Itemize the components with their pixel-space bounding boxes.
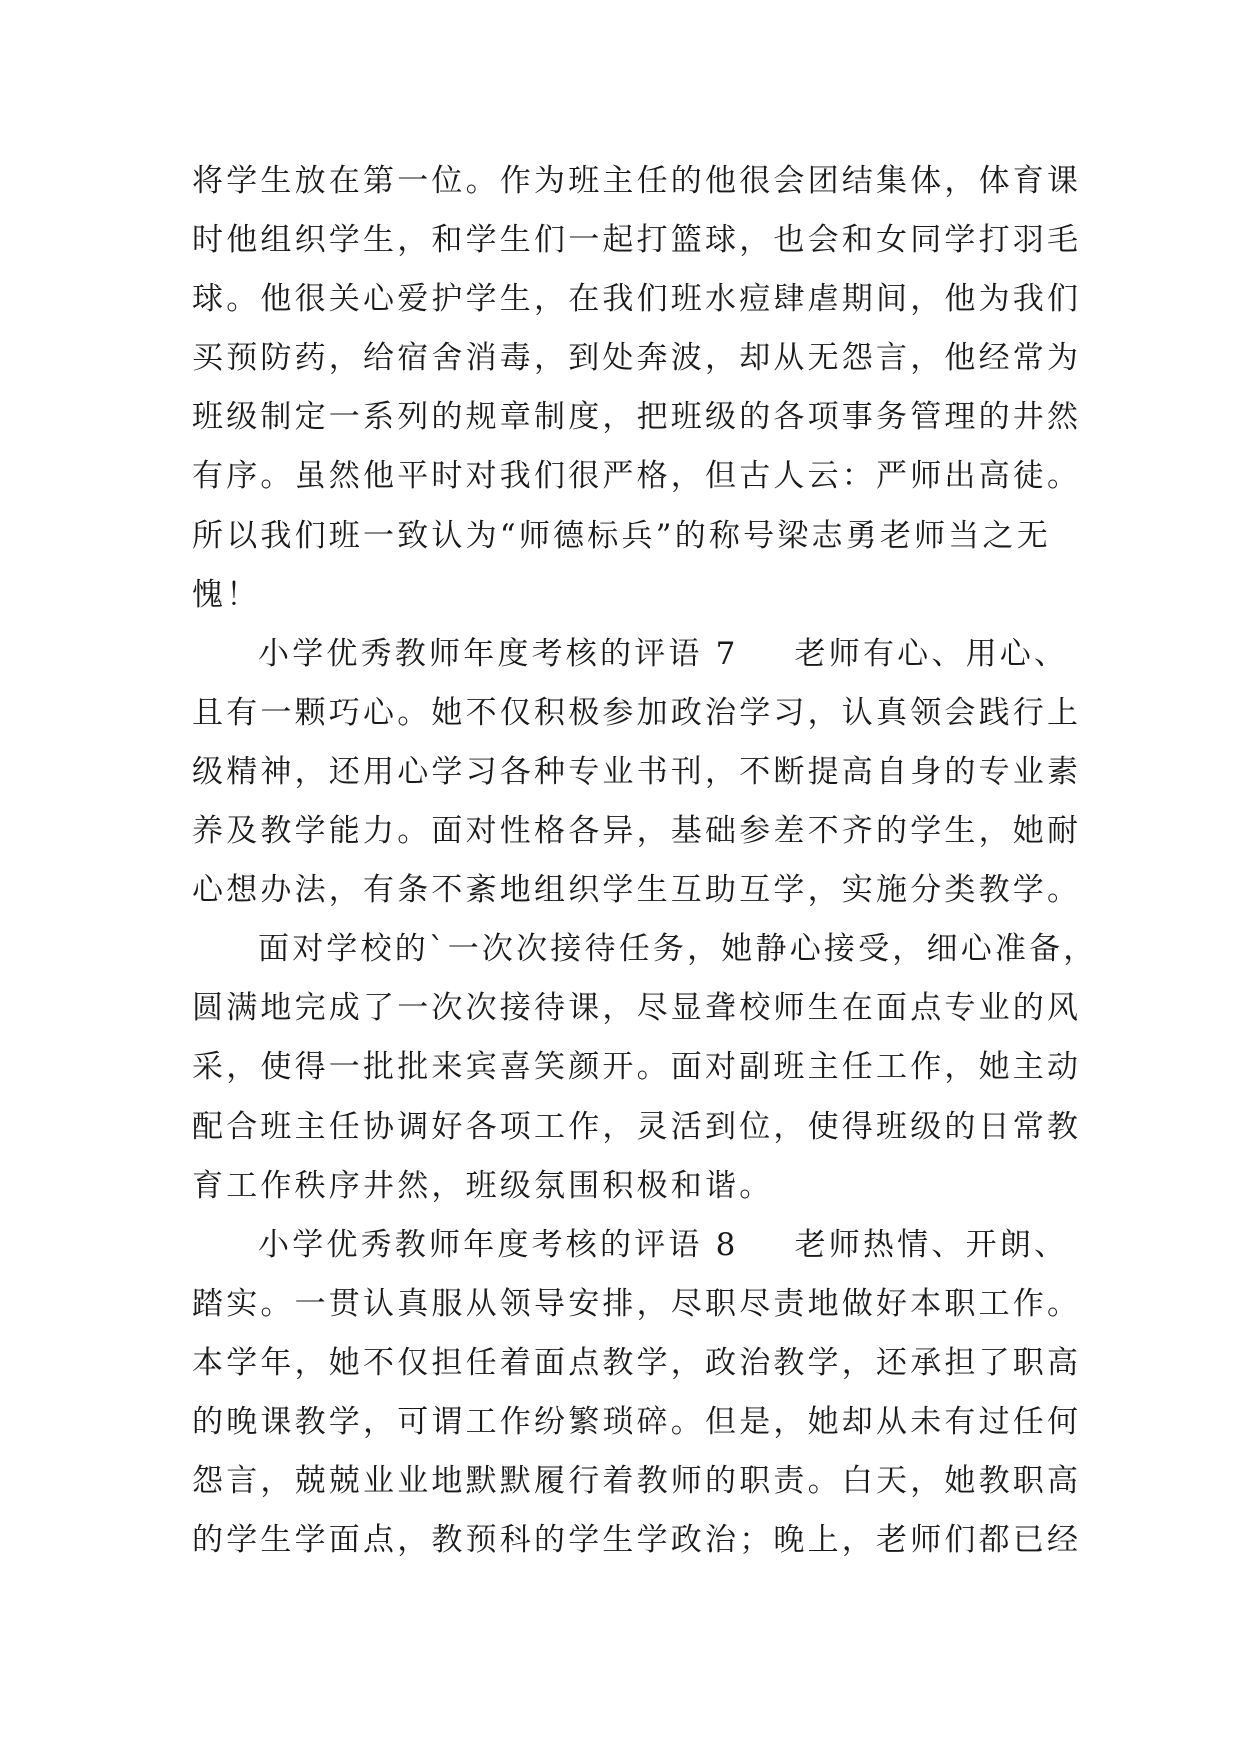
paragraph-line: 育工作秩序井然，班级氛围积极和谐。: [192, 1167, 774, 1204]
paragraph-line: 时他组织学生，和学生们一起打篮球，也会和女同学打羽毛: [192, 222, 1082, 259]
paragraph-line: 养及教学能力。面对性格各异，基础参差不齐的学生，她耐: [192, 813, 1082, 850]
paragraph-line: 配合班主任协调好各项工作，灵活到位，使得班级的日常教: [192, 1108, 1082, 1145]
section-heading: 小学优秀教师年度考核的评语 8: [258, 1226, 739, 1263]
section-heading-line: [192, 1216, 1069, 1275]
paragraph-line: 所以我们班一致认为“师德标兵”的称号梁志勇老师当之无: [192, 517, 1051, 554]
paragraph-line: 怨言，兢兢业业地默默履行着教师的职责。白天，她教职高: [192, 1463, 1082, 1500]
paragraph-text: 老师有心、用心、: [794, 635, 1069, 672]
paragraph-line: 采，使得一批批来宾喜笑颜开。面对副班主任工作，她主动: [192, 1049, 1082, 1086]
paragraph-line: 本学年，她不仅担任着面点教学，政治教学，还承担了职高: [192, 1344, 1082, 1381]
section-heading: 小学优秀教师年度考核的评语 7: [258, 635, 739, 672]
paragraph-line: 的晚课教学，可谓工作纷繁琐碎。但是，她却从未有过任何: [192, 1403, 1082, 1440]
section-heading-line: [192, 625, 1069, 684]
paragraph-text: 老师热情、开朗、: [794, 1226, 1069, 1263]
paragraph-line: 球。他很关心爱护学生，在我们班水痘肆虐期间，他为我们: [192, 281, 1082, 318]
paragraph-line: 级精神，还用心学习各种专业书刊，不断提高自身的专业素: [192, 753, 1082, 790]
paragraph-line: 班级制定一系列的规章制度，把班级的各项事务管理的井然: [192, 399, 1082, 436]
paragraph-line: 踏实。一贯认真服从领导安排，尽职尽责地做好本职工作。: [192, 1285, 1082, 1322]
paragraph-line: 将学生放在第一位。作为班主任的他很会团结集体，体育课: [192, 163, 1082, 199]
paragraph-line: 买预防药，给宿舍消毒，到处奔波，却从无怨言，他经常为: [192, 340, 1082, 377]
paragraph-line: 愧！: [192, 576, 261, 613]
document-body: [192, 152, 1098, 1570]
paragraph-line: 且有一颗巧心。她不仅积极参加政治学习，认真领会践行上: [192, 694, 1082, 731]
paragraph-line: 面对学校的`一次次接待任务，她静心接受，细心准备，: [258, 931, 1098, 968]
paragraph-line: 圆满地完成了一次次接待课，尽显聋校师生在面点专业的风: [192, 990, 1082, 1027]
paragraph-line: 心想办法，有条不紊地组织学生互助互学，实施分类教学。: [192, 872, 1082, 909]
paragraph-line: 有序。虽然他平时对我们很严格，但古人云：严师出高徒。: [192, 458, 1082, 495]
paragraph-line: 的学生学面点，教预科的学生学政治；晚上，老师们都已经: [192, 1522, 1082, 1559]
